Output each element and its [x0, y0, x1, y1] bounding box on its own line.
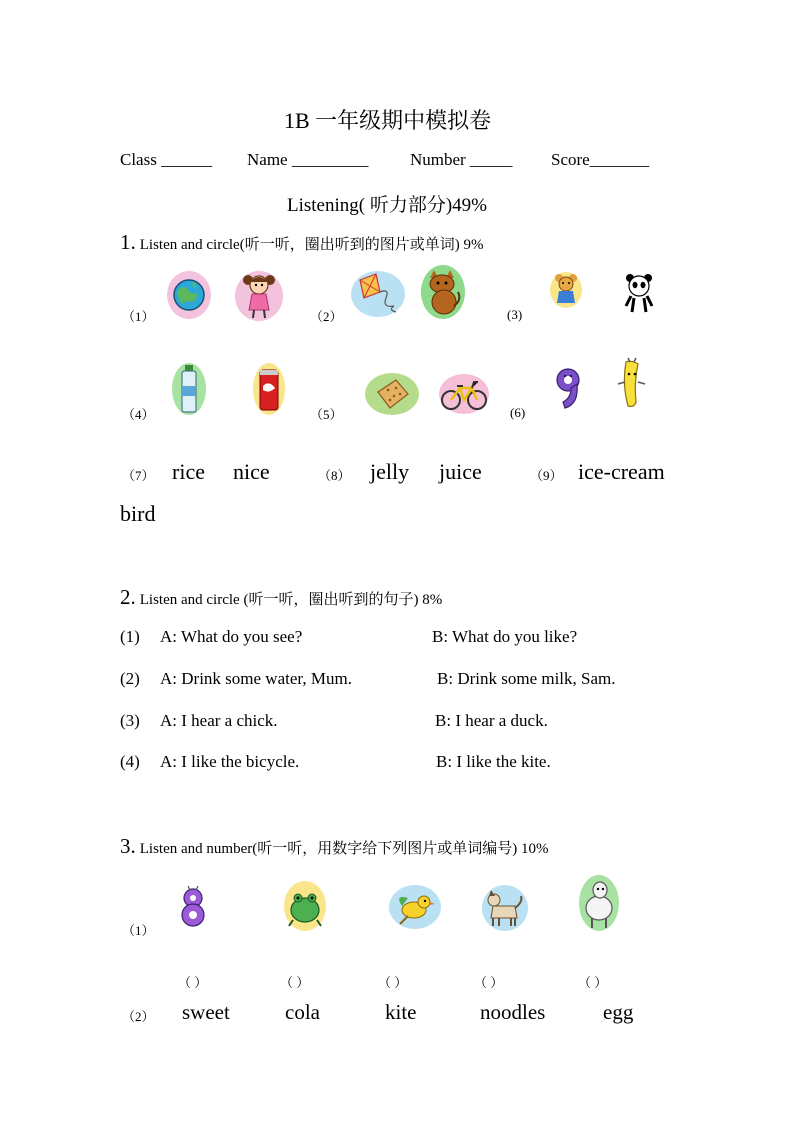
option-a-text: I hear a chick. [181, 711, 278, 730]
option-b-text: Drink some milk, Sam. [457, 669, 616, 688]
option-b-label: B: [437, 669, 454, 688]
section1-title: Listen and circle(听一听，圈出听到的图片或单词) 9% [139, 237, 484, 253]
section2-heading [120, 585, 442, 610]
bicycle-icon[interactable] [438, 372, 490, 416]
page-title: 1B 一年级期中模拟卷 [284, 108, 492, 133]
word-juice[interactable]: juice [439, 459, 482, 484]
option-a-text: I like the bicycle. [181, 752, 300, 771]
answer-blank-4[interactable]: （ ） [474, 975, 504, 990]
s2-row2-option-b[interactable] [437, 669, 616, 689]
option-b-label: B: [435, 711, 452, 730]
section1-number: 1. [120, 230, 136, 254]
number-nine-icon[interactable] [553, 364, 583, 412]
option-b-text: I like the kite. [456, 752, 551, 771]
word-rice[interactable]: rice [172, 459, 205, 484]
s2-row3-option-a[interactable] [160, 711, 278, 731]
section3-heading [120, 834, 548, 859]
word-ice-cream[interactable]: ice-cream [578, 459, 665, 484]
word-jelly[interactable]: jelly [370, 459, 410, 484]
s2-row1-option-b[interactable] [432, 627, 577, 647]
word-egg[interactable]: egg [603, 1000, 634, 1024]
section3-number: 3. [120, 834, 136, 858]
answer-blank-1[interactable]: （ ） [178, 975, 208, 990]
option-b-label: B: [432, 627, 449, 646]
word-cola[interactable]: cola [285, 1000, 320, 1024]
answer-blank-5[interactable]: （ ） [578, 975, 608, 990]
option-a-text: Drink some water, Mum. [181, 669, 352, 688]
biscuit-icon[interactable] [364, 372, 420, 416]
s3-q2-label: （2） [122, 1009, 155, 1024]
banana-icon[interactable] [614, 356, 648, 412]
number-eight-icon[interactable] [178, 882, 208, 930]
answer-blank-3[interactable]: （ ） [378, 975, 408, 990]
water-bottle-icon[interactable] [171, 362, 207, 416]
girl-doll-icon[interactable] [234, 268, 284, 322]
q4-label: （4） [122, 407, 155, 422]
option-a-label: A: [160, 711, 177, 730]
globe-ball-icon[interactable] [166, 270, 212, 320]
option-b-label: B: [436, 752, 453, 771]
teddy-bear-icon[interactable] [549, 271, 583, 309]
option-b-text: I hear a duck. [455, 711, 548, 730]
q9-label: （9） [530, 468, 563, 483]
q7-label: （7） [122, 468, 155, 483]
word-noodles[interactable]: noodles [480, 1000, 546, 1024]
option-b-text: What do you like? [452, 627, 578, 646]
q1-label: （1） [122, 309, 155, 324]
q2-label: （2） [310, 309, 343, 324]
listening-heading: Listening( 听力部分)49% [287, 195, 488, 216]
sheep-icon[interactable] [578, 874, 620, 932]
s2-row2-option-a[interactable] [160, 669, 352, 689]
panda-icon[interactable] [622, 272, 656, 314]
q8-label: （8） [318, 468, 351, 483]
option-a-label: A: [160, 669, 177, 688]
word-sweet[interactable]: sweet [182, 1000, 230, 1024]
frog-icon[interactable] [283, 880, 327, 932]
q6-label: (6) [510, 405, 526, 420]
q3-label: (3) [507, 307, 523, 322]
section2-number: 2. [120, 585, 136, 609]
section2-title: Listen and circle (听一听，圈出听到的句子) 8% [139, 592, 443, 608]
cat-icon[interactable] [420, 264, 466, 320]
s2-row4-num: (4) [120, 752, 140, 771]
word-nice[interactable]: nice [233, 459, 270, 484]
option-a-label: A: [160, 752, 177, 771]
s2-row4-option-b[interactable] [436, 752, 551, 772]
s3-q1-label: （1） [122, 923, 155, 938]
name-field: Name _________ [247, 150, 369, 169]
option-a-text: What do you see? [180, 627, 303, 646]
s2-row2-num: (2) [120, 669, 140, 688]
s2-row4-option-a[interactable] [160, 752, 299, 772]
q5-label: （5） [310, 407, 343, 422]
class-field: Class ______ [120, 150, 213, 169]
section3-title: Listen and number(听一听，用数字给下列图片或单词编号) 10% [139, 841, 549, 857]
kite-icon[interactable] [350, 270, 406, 318]
answer-blank-2[interactable]: （ ） [280, 975, 310, 990]
s2-row1-num: (1) [120, 627, 140, 646]
s2-row3-num: (3) [120, 711, 140, 730]
s2-row3-option-b[interactable] [435, 711, 548, 731]
option-a-label: A: [160, 627, 177, 646]
dog-icon[interactable] [481, 884, 529, 932]
score-field: Score_______ [551, 150, 650, 169]
word-kite[interactable]: kite [385, 1000, 417, 1024]
word-bird[interactable]: bird [120, 501, 156, 526]
section1-heading [120, 230, 483, 255]
s2-row1-option-a[interactable] [160, 627, 302, 647]
cola-can-icon[interactable] [252, 362, 286, 416]
number-field: Number _____ [410, 150, 513, 169]
bird-icon[interactable] [388, 884, 442, 930]
